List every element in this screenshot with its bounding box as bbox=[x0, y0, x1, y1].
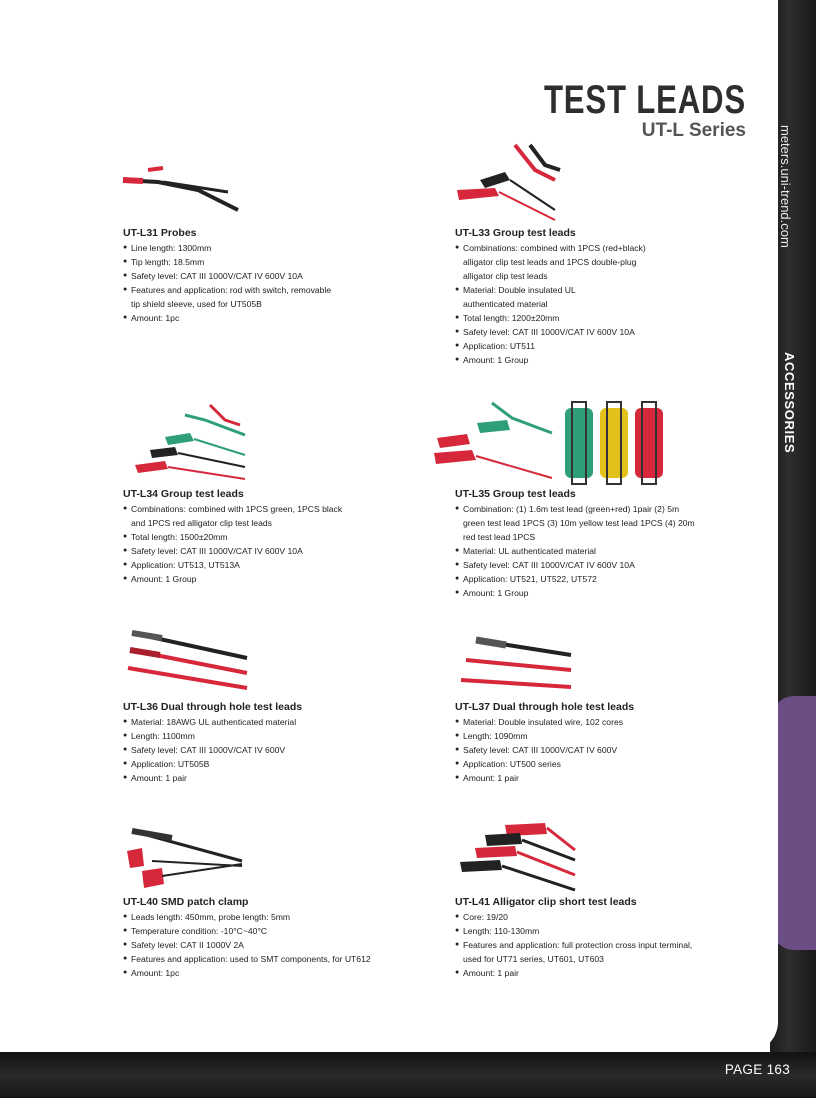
spec-item: ● Safety level: CAT III 1000V/CAT IV 600V bbox=[455, 743, 755, 757]
spec-item: ● Total length: 1500±20mm bbox=[123, 530, 423, 544]
ut-l34-leads-image bbox=[130, 395, 250, 485]
spec-item: ● Length: 1090mm bbox=[455, 729, 755, 743]
website-url[interactable]: meters.uni-trend.com bbox=[778, 125, 793, 248]
spec-item: ● Tip length: 18.5mm bbox=[123, 255, 423, 269]
spec-item: ● Application: UT511 bbox=[455, 339, 755, 353]
spec-item: ● Leads length: 450mm, probe length: 5mm bbox=[123, 910, 423, 924]
product-name: UT-L36 Dual through hole test leads bbox=[123, 701, 303, 713]
product-name: UT-L37 Dual through hole test leads bbox=[455, 701, 635, 713]
spec-item: ● Material: UL authenticated material bbox=[455, 544, 755, 558]
spec-item: ● Amount: 1 Group bbox=[455, 586, 755, 600]
product-ut-l37 bbox=[455, 701, 755, 785]
spec-item: ● Material: Double insulated UL bbox=[455, 283, 755, 297]
product-name: UT-L33 Group test leads bbox=[455, 227, 576, 239]
product-ut-l33 bbox=[455, 227, 755, 367]
section-label: ACCESSORIES bbox=[782, 352, 797, 454]
spec-item: ● Combinations: combined with 1PCS (red+black) bbox=[455, 241, 755, 255]
spec-item: ● Application: UT500 series bbox=[455, 757, 755, 771]
spec-item: ● Amount: 1pc bbox=[123, 966, 423, 980]
section-tab bbox=[772, 696, 816, 950]
spec-item: ● Length: 110-130mm bbox=[455, 924, 755, 938]
spec-item: ● Safety level: CAT III 1000V/CAT IV 600V bbox=[123, 743, 423, 757]
spec-item: ● Amount: 1 pair bbox=[123, 771, 423, 785]
spec-item: and 1PCS red alligator clip test leads bbox=[131, 518, 272, 528]
product-ut-l40 bbox=[123, 896, 423, 980]
product-name: UT-L41 Alligator clip short test leads bbox=[455, 896, 637, 908]
spec-item: ● Application: UT521, UT522, UT572 bbox=[455, 572, 755, 586]
spec-item: ● Safety level: CAT III 1000V/CAT IV 600V 10A bbox=[455, 558, 755, 572]
spec-item: ● Line length: 1300mm bbox=[123, 241, 423, 255]
spec-item: ● Safety level: CAT III 1000V/CAT IV 600V 10A bbox=[123, 544, 423, 558]
product-ut-l31 bbox=[123, 227, 423, 325]
spec-item: ● Safety level: CAT III 1000V/CAT IV 600V 10A bbox=[123, 269, 423, 283]
ut-l37-leads-image bbox=[456, 635, 576, 695]
spec-item: ● Total length: 1200±20mm bbox=[455, 311, 755, 325]
spec-item: ● Length: 1100mm bbox=[123, 729, 423, 743]
spec-item: ● Combination: (1) 1.6m test lead (green+red) 1pair (2) 5m bbox=[455, 502, 755, 516]
ut-l36-leads-image bbox=[122, 628, 252, 698]
spec-item: authenticated material bbox=[463, 299, 548, 309]
ut-l35-leads-image bbox=[432, 398, 672, 488]
spec-item: ● Safety level: CAT III 1000V/CAT IV 600V 10A bbox=[455, 325, 755, 339]
spec-item: ● Material: Double insulated wire, 102 cores bbox=[455, 715, 755, 729]
page-number: PAGE 163 bbox=[724, 1062, 790, 1077]
spec-item: tip shield sleeve, used for UT505B bbox=[131, 299, 262, 309]
product-ut-l35 bbox=[455, 488, 755, 600]
product-ut-l34 bbox=[123, 488, 423, 586]
ut-l31-probe-image bbox=[118, 160, 248, 220]
spec-item: ● Features and application: full protection cross input terminal, bbox=[455, 938, 755, 952]
page-subtitle: UT-L Series bbox=[641, 120, 746, 141]
spec-item: green test lead 1PCS (3) 10m yellow test lead 1PCS (4) 20m bbox=[463, 518, 695, 528]
spec-item: ● Features and application: rod with switch, removable bbox=[123, 283, 423, 297]
spec-item: ● Amount: 1 pair bbox=[455, 771, 755, 785]
spec-item: alligator clip test leads bbox=[463, 271, 548, 281]
spec-item: ● Safety level: CAT II 1000V 2A bbox=[123, 938, 423, 952]
spec-item: ● Amount: 1 Group bbox=[455, 353, 755, 367]
product-ut-l36 bbox=[123, 701, 423, 785]
ut-l33-leads-image bbox=[455, 140, 565, 230]
spec-item: used for UT71 series, UT601, UT603 bbox=[463, 954, 604, 964]
spec-item: ● Amount: 1 pair bbox=[455, 966, 755, 980]
spec-item: ● Amount: 1 Group bbox=[123, 572, 423, 586]
spec-item: ● Material: 18AWG UL authenticated material bbox=[123, 715, 423, 729]
product-name: UT-L34 Group test leads bbox=[123, 488, 244, 500]
ut-l41-leads-image bbox=[455, 820, 580, 895]
product-ut-l41 bbox=[455, 896, 755, 980]
ut-l40-clamp-image bbox=[122, 826, 247, 896]
product-name: UT-L40 SMD patch clamp bbox=[123, 896, 249, 908]
page-title: TEST LEADS bbox=[544, 78, 746, 122]
spec-item: ● Amount: 1pc bbox=[123, 311, 423, 325]
spec-item: red test lead 1PCS bbox=[463, 532, 536, 542]
spec-item: ● Temperature condition: -10°C~40°C bbox=[123, 924, 423, 938]
spec-item: alligator clip test leads and 1PCS double-plug bbox=[463, 257, 637, 267]
spec-item: ● Application: UT513, UT513A bbox=[123, 558, 423, 572]
spec-item: ● Application: UT505B bbox=[123, 757, 423, 771]
spec-item: ● Combinations: combined with 1PCS green, 1PCS black bbox=[123, 502, 423, 516]
footer bbox=[0, 1052, 816, 1098]
spec-item: ● Core: 19/20 bbox=[455, 910, 755, 924]
product-name: UT-L31 Probes bbox=[123, 227, 197, 239]
product-name: UT-L35 Group test leads bbox=[455, 488, 576, 500]
spec-item: ● Features and application: used to SMT components, for UT612 bbox=[123, 952, 423, 966]
